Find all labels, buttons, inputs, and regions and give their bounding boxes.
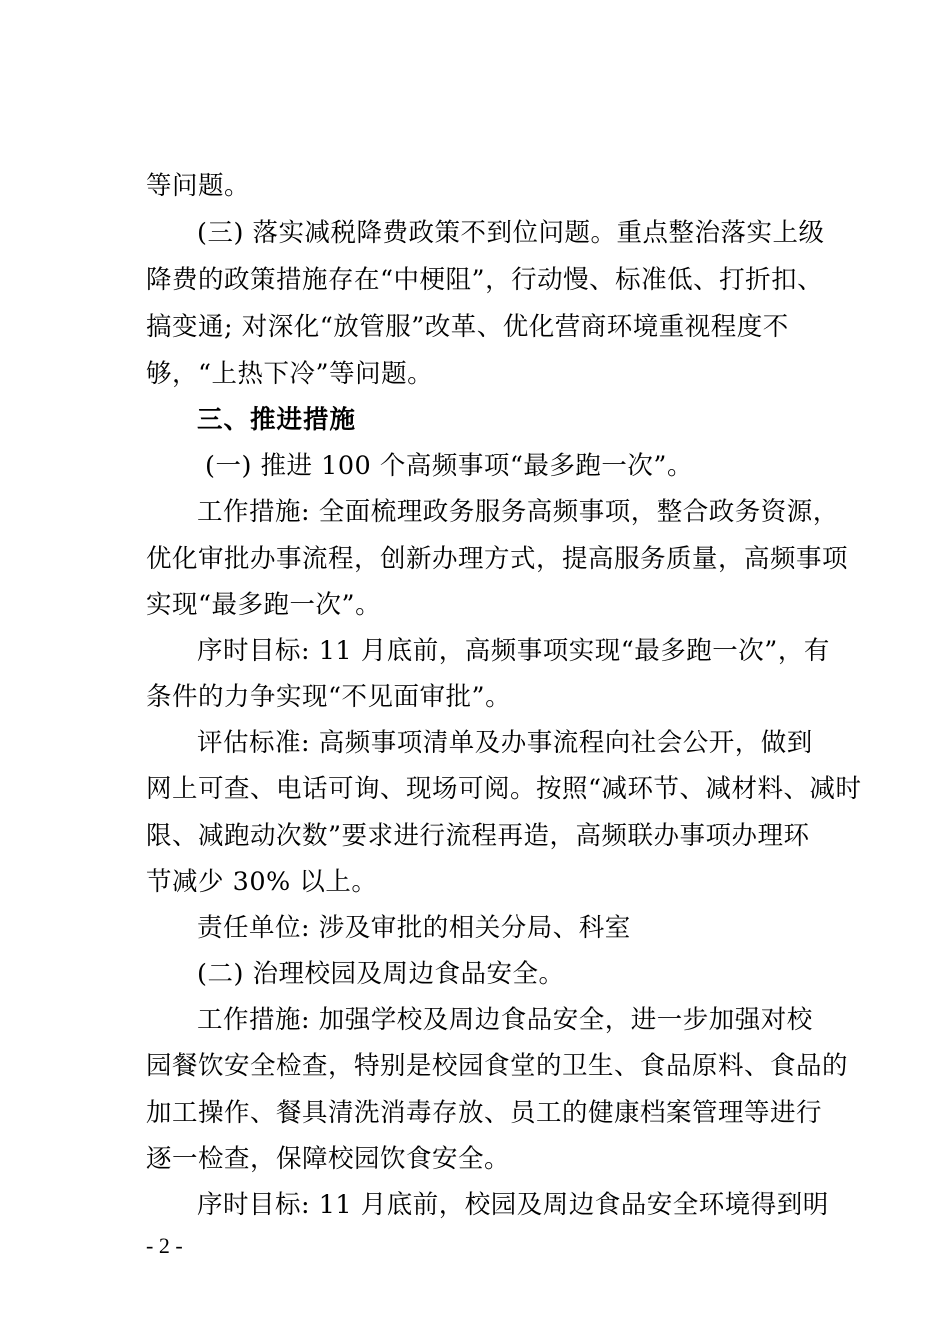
text-line: 节减少 30% 以上。	[146, 867, 378, 897]
text-line: 责任单位: 涉及审批的相关分局、科室	[197, 913, 631, 943]
text-line: 够，“上热下冷”等问题。	[146, 359, 434, 389]
text-line: 工作措施: 加强学校及周边食品安全，进一步加强对校	[197, 1005, 813, 1035]
page-number: - 2 -	[146, 1233, 183, 1258]
text-line: 限、减跑动次数”要求进行流程再造，高频联办事项办理环	[146, 821, 810, 851]
text-line: 园餐饮安全检查，特别是校园食堂的卫生、食品原料、食品的	[146, 1051, 849, 1081]
text-line: 降费的政策措施存在“中梗阻”，行动慢、标准低、打折扣、	[146, 265, 824, 295]
text-line: 逐一检查，保障校园饮食安全。	[146, 1144, 511, 1174]
text-line: 实现“最多跑一次”。	[146, 590, 382, 620]
text-line: 等问题。	[146, 171, 251, 201]
subsection-heading: (一) 推进 100 个高频事项“最多跑一次”。	[205, 451, 693, 481]
text-line: 网上可查、电话可询、现场可阅。按照“减环节、减材料、减时	[146, 774, 862, 804]
text-line: 条件的力争实现“不见面审批”。	[146, 682, 512, 712]
section-heading: 三、推进措施	[197, 405, 357, 435]
text-line: 加工操作、餐具清洗消毒存放、员工的健康档案管理等进行	[146, 1098, 823, 1128]
text-line: 序时目标: 11 月底前，高频事项实现“最多跑一次”，有	[197, 636, 830, 666]
text-line: (三) 落实减税降费政策不到位问题。重点整治落实上级	[197, 218, 825, 248]
text-line: 优化审批办事流程，创新办理方式，提高服务质量，高频事项	[146, 544, 849, 574]
text-line: 搞变通; 对深化“放管服”改革、优化营商环境重视程度不	[146, 312, 789, 342]
text-line: 工作措施: 全面梳理政务服务高频事项，整合政务资源，	[197, 497, 839, 527]
subsection-heading: (二) 治理校园及周边食品安全。	[197, 959, 565, 989]
text-line: 序时目标: 11 月底前，校园及周边食品安全环境得到明	[197, 1190, 829, 1220]
text-line: 评估标准: 高频事项清单及办事流程向社会公开，做到	[197, 728, 813, 758]
